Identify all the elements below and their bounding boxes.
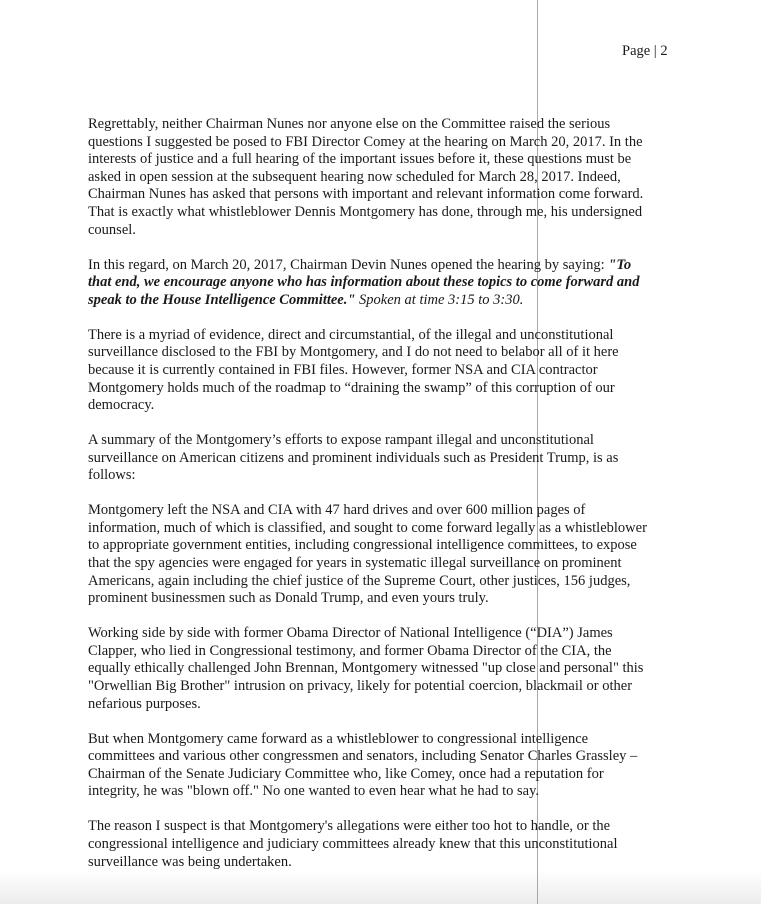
text-line [88, 169, 647, 187]
text-run: Working side by side with former Obama Director of National Intelligence (“DIA”) James [88, 625, 613, 642]
text-line [88, 257, 647, 275]
text-line [88, 520, 647, 538]
emphasized-text: speak to the House Intelligence Committee." [88, 291, 356, 308]
text-line [88, 204, 647, 222]
text-run: congressional intelligence and judiciary committees already knew that this unconstitutional [88, 835, 618, 852]
text-line [88, 625, 647, 643]
text-run: Chairman Nunes has asked that persons with important and relevant information come forward. [88, 186, 644, 203]
text-run: The reason I suspect is that Montgomery's allegations were either too hot to handle, or the [88, 818, 611, 835]
text-run: surveillance disclosed to the FBI by Montgomery, and I do not need to belabor all of it here [88, 344, 619, 361]
text-line [88, 818, 647, 836]
text-line [88, 731, 647, 749]
text-line [88, 151, 647, 169]
text-line [88, 222, 647, 240]
text-line [88, 380, 647, 398]
text-line [88, 573, 647, 591]
emphasized-text: that end, we encourage anyone who has information about these topics to come forward and [88, 274, 640, 291]
text-run: Montgomery holds much of the roadmap to “draining the swamp” of this corruption of our [88, 379, 615, 396]
text-run: integrity, he was "blown off." No one wanted to even hear what he had to say. [88, 783, 540, 800]
text-run: democracy. [88, 397, 155, 414]
text-run: follows: [88, 467, 136, 484]
emphasized-text: Spoken at time 3:15 to 3:30. [355, 291, 524, 308]
text-line [88, 274, 647, 292]
text-line [88, 450, 647, 468]
text-run: interests of justice and a full hearing of the important issues before it, these questions must be [88, 151, 632, 168]
text-run: questions I suggested be posed to FBI Director Comey at the hearing on March 20, 2017. In the [88, 133, 643, 150]
text-line [88, 590, 647, 608]
text-line [88, 292, 647, 310]
paragraph [88, 257, 647, 310]
text-line [88, 643, 647, 661]
text-run: There is a myriad of evidence, direct and circumstantial, of the illegal and unconstitutional [88, 326, 614, 343]
text-run: That is exactly what whistleblower Dennis Montgomery has done, through me, his undersigned [88, 203, 643, 220]
text-run: surveillance on American citizens and prominent individuals such as President Trump, is as [88, 449, 619, 466]
text-line [88, 678, 647, 696]
text-line [88, 660, 647, 678]
text-line [88, 766, 647, 784]
text-line [88, 502, 647, 520]
text-line [88, 696, 647, 714]
text-run: asked in open session at the subsequent hearing now scheduled for March 28, 2017. Indeed, [88, 168, 621, 185]
text-line [88, 186, 647, 204]
text-run: surveillance was being undertaken. [88, 853, 292, 870]
emphasized-text: "To [608, 256, 632, 273]
text-run: But when Montgomery came forward as a whistleblower to congressional intelligence [88, 730, 589, 747]
text-run: committees and various other congressmen and senators, including Senator Charles Grassley – [88, 748, 638, 765]
text-run: nefarious purposes. [88, 695, 201, 712]
text-run: that the spy agencies were engaged for years in systematic illegal surveillance on prominent [88, 555, 622, 572]
text-line [88, 748, 647, 766]
text-run: prominent businessmen such as Donald Trump, and even yours truly. [88, 590, 489, 607]
text-run: equally ethically challenged John Brennan, Montgomery witnessed "up close and personal" this [88, 660, 644, 677]
paragraph [88, 502, 647, 608]
text-line [88, 467, 647, 485]
paragraph [88, 625, 647, 713]
text-run: Chairman of the Senate Judiciary Committee who, like Comey, once had a reputation for [88, 765, 604, 782]
text-line [88, 344, 647, 362]
text-line [88, 555, 647, 573]
text-run: Regrettably, neither Chairman Nunes nor anyone else on the Committee raised the serious [88, 116, 611, 132]
paragraph [88, 818, 647, 871]
text-run: Montgomery left the NSA and CIA with 47 hard drives and over 600 million pages of [88, 502, 586, 519]
paragraph [88, 731, 647, 801]
text-line [88, 854, 647, 872]
page-number-header: Page | 2 [622, 43, 668, 59]
text-line [88, 362, 647, 380]
text-line [88, 134, 647, 152]
text-line [88, 327, 647, 345]
text-run: because it is currently contained in FBI files. However, former NSA and CIA contractor [88, 361, 598, 378]
paragraph [88, 116, 647, 239]
text-line [88, 397, 647, 415]
text-line [88, 537, 647, 555]
paragraph [88, 327, 647, 415]
document-body [88, 116, 647, 889]
text-line [88, 116, 647, 134]
text-line [88, 432, 647, 450]
text-run: Clapper, who lied in Congressional testimony, and former Obama Director of the CIA, the [88, 642, 612, 659]
text-line [88, 783, 647, 801]
paragraph [88, 432, 647, 485]
text-line [88, 836, 647, 854]
text-run: to appropriate government entities, including congressional intelligence committees, to expose [88, 537, 637, 554]
text-run: In this regard, on March 20, 2017, Chairman Devin Nunes opened the hearing by saying: [88, 256, 609, 273]
text-run: "Orwellian Big Brother" intrusion on privacy, likely for potential coercion, blackmail or other [88, 677, 633, 694]
text-run: counsel. [88, 221, 136, 238]
text-run: Americans, again including the chief justice of the Supreme Court, other justices, 156 judges, [88, 572, 631, 589]
text-run: A summary of the Montgomery’s efforts to expose rampant illegal and unconstitutional [88, 432, 594, 449]
text-run: information, much of which is classified, and sought to come forward legally as a whistleblower [88, 519, 647, 536]
